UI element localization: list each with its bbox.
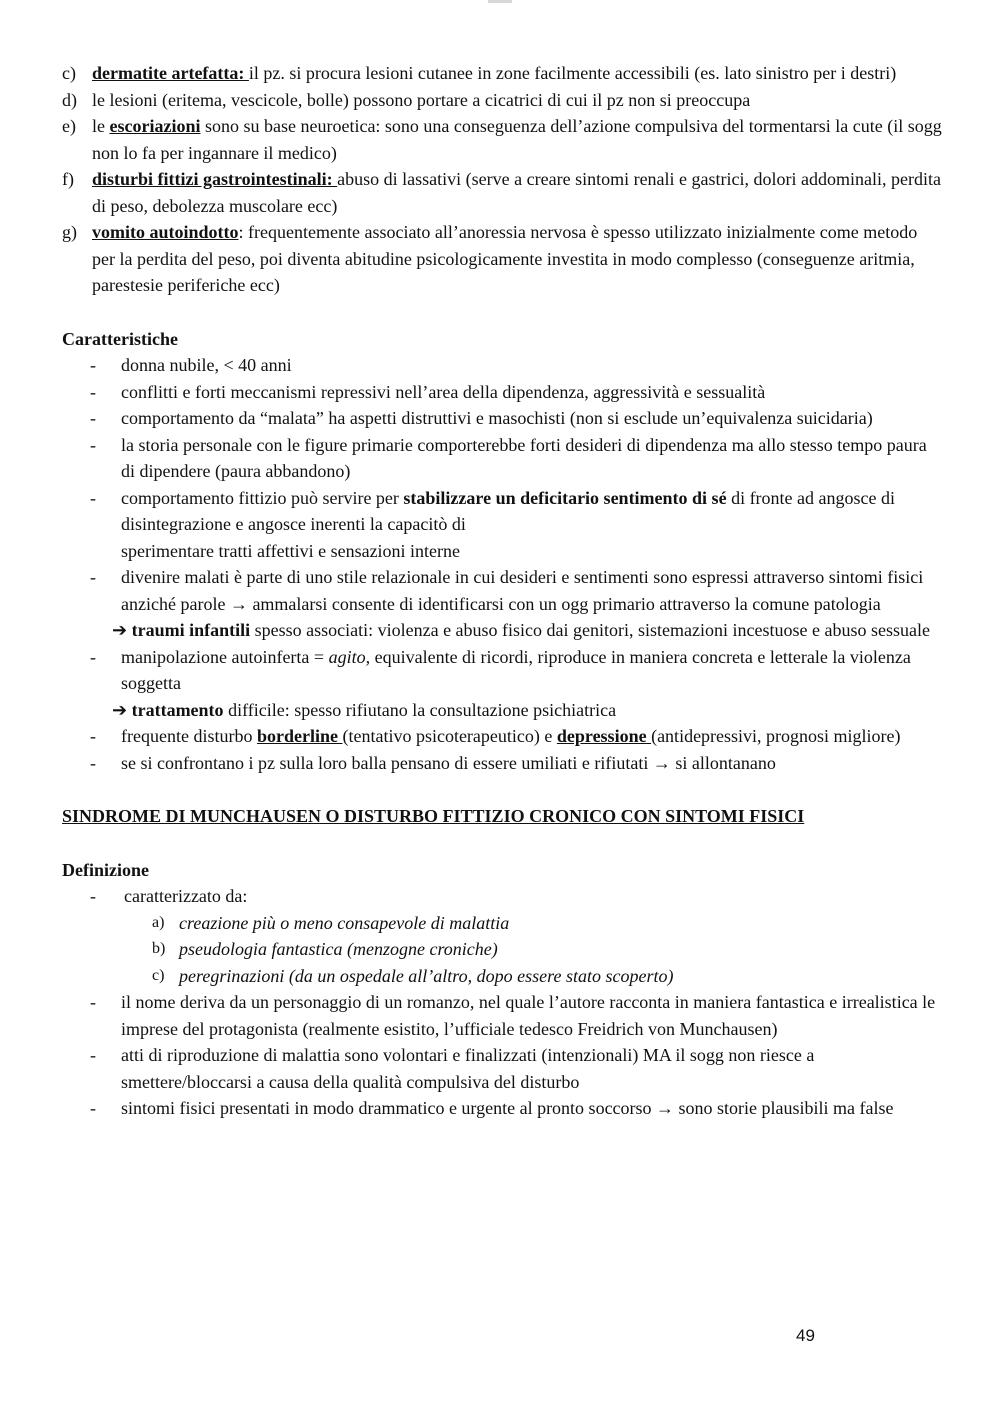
item-text: il pz. si procura lesioni cutanee in zone facilmente accessibili (es. lato sinistro per i destri) (248, 63, 897, 83)
list-item (62, 485, 942, 538)
sub-list-item (62, 910, 942, 937)
list-item (62, 87, 942, 114)
item-text: peregrinazioni (da un ospedale all’altro, dopo essere stato scoperto) (179, 965, 674, 986)
section-heading: Caratteristiche (62, 328, 178, 349)
list-marker: a) (152, 913, 165, 931)
item-text: (antidepressivi, prognosi migliore) (651, 726, 901, 746)
item-text: sintomi fisici presentati in modo drammatico e urgente al pronto soccorso (121, 1098, 657, 1118)
term: depressione (556, 726, 652, 746)
list-item (62, 352, 942, 379)
list-marker: f) (62, 169, 74, 189)
list-item (62, 750, 942, 777)
item-text: comportamento da “malata” ha aspetti distruttivi e masochisti (non si esclude un’equivalenza suicidaria) (121, 408, 873, 428)
page-content (62, 60, 942, 1122)
list-item (62, 723, 942, 750)
item-text: creazione più o meno consapevole di malattia (179, 912, 510, 933)
item-text: frequente disturbo (121, 726, 257, 746)
item-text: sono storie plausibili ma false (674, 1098, 894, 1118)
page-number: 49 (796, 1326, 815, 1345)
list-marker: b) (152, 940, 166, 957)
item-text: pseudologia fantastica (menzogne croniche) (179, 939, 498, 959)
list-item (62, 644, 942, 697)
list-marker: d) (62, 89, 77, 110)
term: dermatite artefatta: (92, 63, 249, 83)
item-text: se si confrontano i pz sulla loro balla pensano di essere umiliati e rifiutati (121, 752, 653, 773)
term: disturbi fittizi gastrointestinali: (92, 169, 338, 189)
list-marker: g) (62, 222, 77, 242)
item-text: donna nubile, < 40 anni (121, 355, 292, 375)
term: vomito autoindotto (92, 222, 239, 242)
item-text: manipolazione autoinferta = (121, 646, 329, 667)
italic-text: agito, (328, 646, 371, 667)
list-marker: e) (62, 116, 76, 136)
bold-text: trattamento (131, 699, 224, 720)
item-text: caratterizzato da: (124, 886, 248, 906)
dash-marker: - (90, 992, 96, 1012)
list-item (62, 60, 942, 87)
section-title: SINDROME DI MUNCHAUSEN O DISTURBO FITTIZIO CRONICO CON SINTOMI FISICI (62, 806, 805, 826)
header-mark (488, 0, 512, 3)
dash-marker: - (90, 1098, 96, 1118)
item-text: : frequentemente associato all’anoressia nervosa è spesso utilizzato inizialmente come metodo per la perdita del peso, poi diventa abitudine psicologicamente investita in modo complesso (conseguenze aritmia, parestesie periferiche ecc) (92, 222, 918, 295)
list-item (62, 617, 942, 644)
list-item (62, 379, 942, 406)
list-item (62, 405, 942, 432)
item-text: la storia personale con le figure primarie comporterebbe forti desideri di dipendenza ma allo stesso tempo paura di dipendere (paura abbandono) (121, 434, 927, 481)
list-item (62, 219, 942, 299)
item-text: ammalarsi consente di identificarsi con un ogg primario attraverso la comune patologia (247, 593, 881, 614)
list-item (62, 564, 942, 617)
bold-text: traumi infantili (131, 620, 251, 640)
arrow-icon: → (652, 752, 671, 773)
dash-marker: - (90, 408, 96, 428)
item-text: le (92, 116, 110, 136)
sub-list-item (62, 963, 942, 990)
dash-marker: - (90, 487, 96, 508)
item-text: spesso associati: violenza e abuso fisico dai genitori, sistemazioni incestuose e abuso sessuale (250, 620, 930, 640)
dash-marker: - (90, 434, 96, 455)
section-heading: Definizione (62, 859, 149, 880)
term: borderline (256, 726, 343, 746)
item-text: divenire malati è parte di uno stile relazionale in cui desideri e sentimenti sono espressi attraverso sintomi fisici anziché parole (121, 567, 924, 614)
item-text: abuso di lassativi (serve a creare sintomi renali e gastrici, dolori addominali, perdita di peso, debolezza muscolare ecc) (92, 169, 941, 216)
dash-marker: - (90, 726, 96, 746)
item-text: il nome deriva da un personaggio di un romanzo, nel quale l’autore racconta in maniera fantastica e irrealistica le imprese del protagonista (realmente esistito, l’ufficiale tedesco Freidrich von Munchausen) (121, 992, 936, 1039)
dash-marker: - (90, 355, 96, 375)
list-marker: c) (62, 63, 76, 83)
list-item (62, 432, 942, 485)
item-text: (tentativo psicoterapeutico) e (342, 726, 557, 746)
dash-marker: - (90, 381, 96, 402)
item-text: si allontanano (670, 752, 776, 773)
sub-list-item (62, 936, 942, 963)
dash-marker: - (90, 886, 96, 906)
list-item (62, 1042, 942, 1095)
list-item (62, 883, 942, 910)
item-text: conflitti e forti meccanismi repressivi nell’area della dipendenza, aggressività e sessualità (121, 381, 766, 402)
item-text: sono su base neuroetica: sono una conseguenza dell’azione compulsiva del tormentarsi la cute (il sogg non lo fa per ingannare il medico) (92, 116, 942, 163)
dash-marker: - (90, 1045, 96, 1065)
list-item (62, 166, 942, 219)
list-item (62, 697, 942, 724)
dash-marker: - (90, 567, 96, 587)
continuation-line: sperimentare tratti affettivi e sensazioni interne (121, 540, 461, 561)
dash-marker: - (90, 752, 96, 773)
list-item (62, 1095, 942, 1122)
arrow-icon: → (229, 593, 248, 614)
item-text: atti di riproduzione di malattia sono volontari e finalizzati (intenzionali) MA il sogg non riesce a smettere/bloccarsi a causa della qualità compulsiva del disturbo (121, 1045, 815, 1092)
item-text: le lesioni (eritema, vescicole, bolle) possono portare a cicatrici di cui il pz non si preoccupa (92, 89, 751, 110)
dash-marker: - (90, 646, 96, 667)
item-text: comportamento fittizio può servire per (121, 487, 404, 508)
item-text: difficile: spesso rifiutano la consultazione psichiatrica (223, 699, 617, 720)
bold-text: stabilizzare un deficitario sentimento di sé (403, 487, 727, 508)
list-item (62, 113, 942, 166)
list-marker: c) (152, 966, 165, 984)
arrow-icon: → (656, 1098, 675, 1118)
arrow-icon: ➔ (112, 699, 128, 720)
item-text: di fronte ad angosce di disintegrazione e angosce inerenti la capacitò di (121, 487, 896, 534)
item-text: equivalente di ricordi, riproduce in maniera concreta e letterale la violenza soggetta (121, 646, 911, 693)
arrow-icon: ➔ (112, 620, 128, 640)
list-item (62, 989, 942, 1042)
term: escoriazioni (109, 116, 201, 136)
